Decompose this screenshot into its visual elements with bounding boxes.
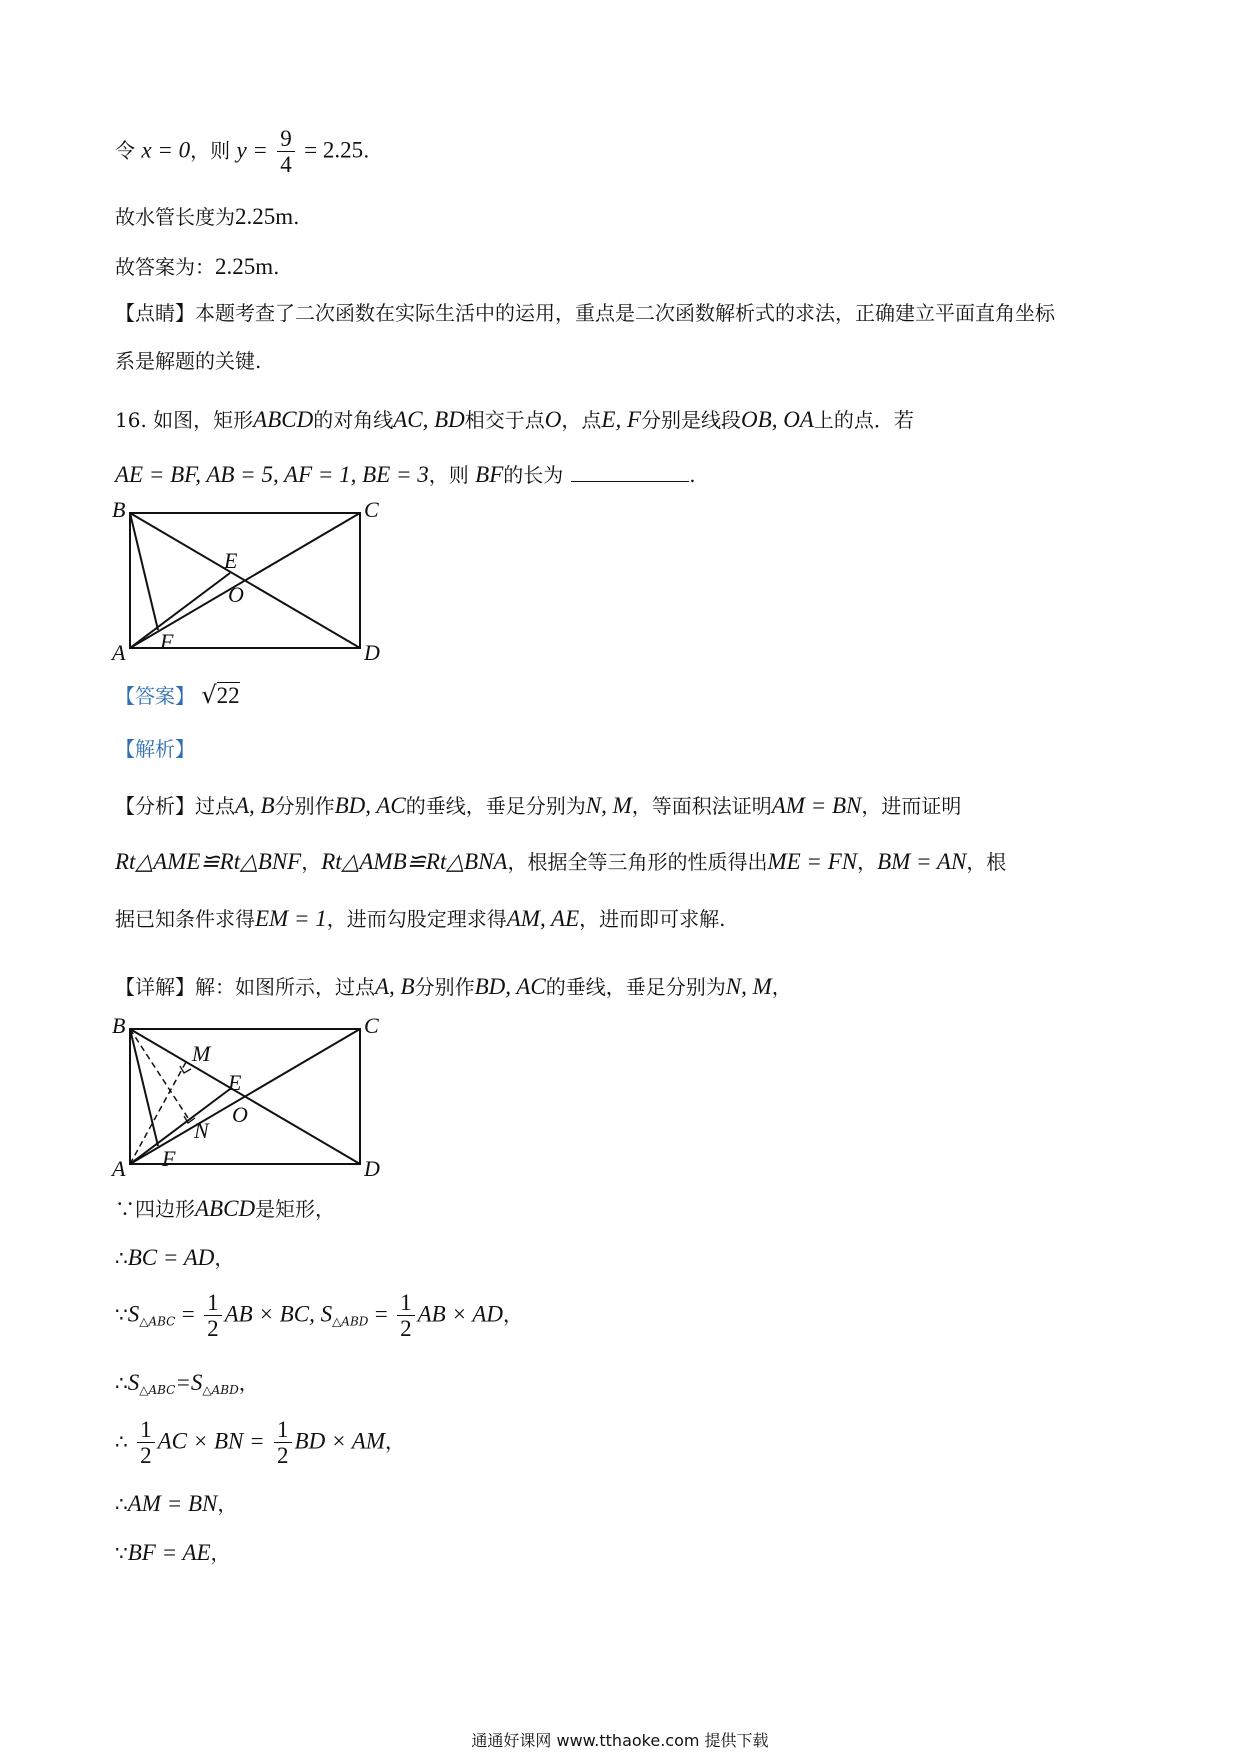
- label-C: C: [364, 1016, 379, 1038]
- proof-line-6: ∴AM = BN，: [115, 1491, 238, 1516]
- line-comment-1: 【点睛】本题考查了二次函数在实际生活中的运用，重点是二次函数解析式的求法，正确建立平面直角坐标: [115, 301, 1055, 325]
- analysis-label: 【解析】: [115, 737, 195, 761]
- proof-line-2: ∴BC = AD，: [115, 1245, 235, 1270]
- fenxi-line-3: 据已知条件求得EM = 1，进而勾股定理求得AM, AE，进而即可求解.: [115, 906, 726, 931]
- label-E: E: [228, 1070, 242, 1095]
- figure-rectangle-2: [108, 1016, 388, 1181]
- label-D: D: [364, 640, 380, 665]
- proof-line-5: ∴ $\frac{1}{2}$ AC × BN = $\frac{1}{2}$ BD × AM，: [115, 1417, 406, 1469]
- line-pipe-length: 故水管长度为2.25m.: [115, 204, 300, 229]
- label-A: A: [112, 640, 126, 665]
- proof-line-7: ∵BF = AE，: [115, 1540, 231, 1565]
- label-M: M: [192, 1041, 211, 1066]
- fraction-half: $\frac{1}{2}$: [274, 1417, 292, 1469]
- fenxi-line-2: Rt△AME≌Rt△BNF，Rt△AMB≌Rt△BNA，根据全等三角形的性质得出ME = FN，BM = AN，根: [115, 849, 1007, 874]
- label-C: C: [364, 500, 379, 522]
- sqrt-icon: √: [201, 681, 217, 709]
- label-E: E: [224, 548, 238, 573]
- answer-blank: [571, 463, 689, 482]
- line-let-x-zero: 令 x = 0，则 y = $\frac{9}{4}$ = 2.25.: [115, 126, 370, 178]
- label-B: B: [112, 500, 126, 522]
- label-A: A: [112, 1156, 126, 1181]
- label-D: D: [364, 1156, 380, 1181]
- fraction-half: $\frac{1}{2}$: [397, 1290, 415, 1342]
- proof-line-4: $\therefore S_{\triangle ABC}=S_{\triangle ABD}$，: [115, 1370, 259, 1397]
- proof-line-3: $\because S_{\triangle ABC}$ = $\frac{1}{2}$ AB × BC, $S_{\triangle ABD}$ = $\frac{1}{2}$ AB × AD，: [115, 1290, 523, 1342]
- figure-rectangle-1: [108, 500, 388, 665]
- proof-line-1: ∵四边形ABCD是矩形，: [115, 1196, 336, 1221]
- line-comment-2: 系是解题的关键.: [115, 349, 262, 373]
- page-footer: 通通好课网 www.tthaoke.com 提供下载: [471, 1731, 769, 1750]
- fraction-9-4: $\frac{9}{4}$: [277, 126, 295, 178]
- label-F: F: [162, 1146, 176, 1171]
- label-F: F: [160, 629, 174, 654]
- line-answer-prev: 故答案为：2.25m.: [115, 254, 280, 279]
- fenxi-line-1: 【分析】过点A, B分别作BD, AC的垂线，垂足分别为N, M，等面积法证明AM = BN，进而证明: [115, 793, 962, 818]
- answer-line: 【答案】 √22: [115, 681, 240, 709]
- fraction-half: $\frac{1}{2}$: [204, 1290, 222, 1342]
- fraction-half: $\frac{1}{2}$: [137, 1417, 155, 1469]
- detail-line: 【详解】解：如图所示，过点A, B分别作BD, AC的垂线，垂足分别为N, M，: [115, 974, 792, 999]
- label-O: O: [228, 582, 244, 607]
- label-B: B: [112, 1016, 126, 1038]
- q16-line-2: AE = BF, AB = 5, AF = 1, BE = 3，则 BF的长为 .: [115, 462, 696, 487]
- label-O: O: [232, 1102, 248, 1127]
- label-N: N: [194, 1118, 209, 1143]
- q16-line-1: 16. 如图，矩形ABCD的对角线AC, BD相交于点O，点E, F分别是线段OB, OA上的点．若: [115, 407, 914, 432]
